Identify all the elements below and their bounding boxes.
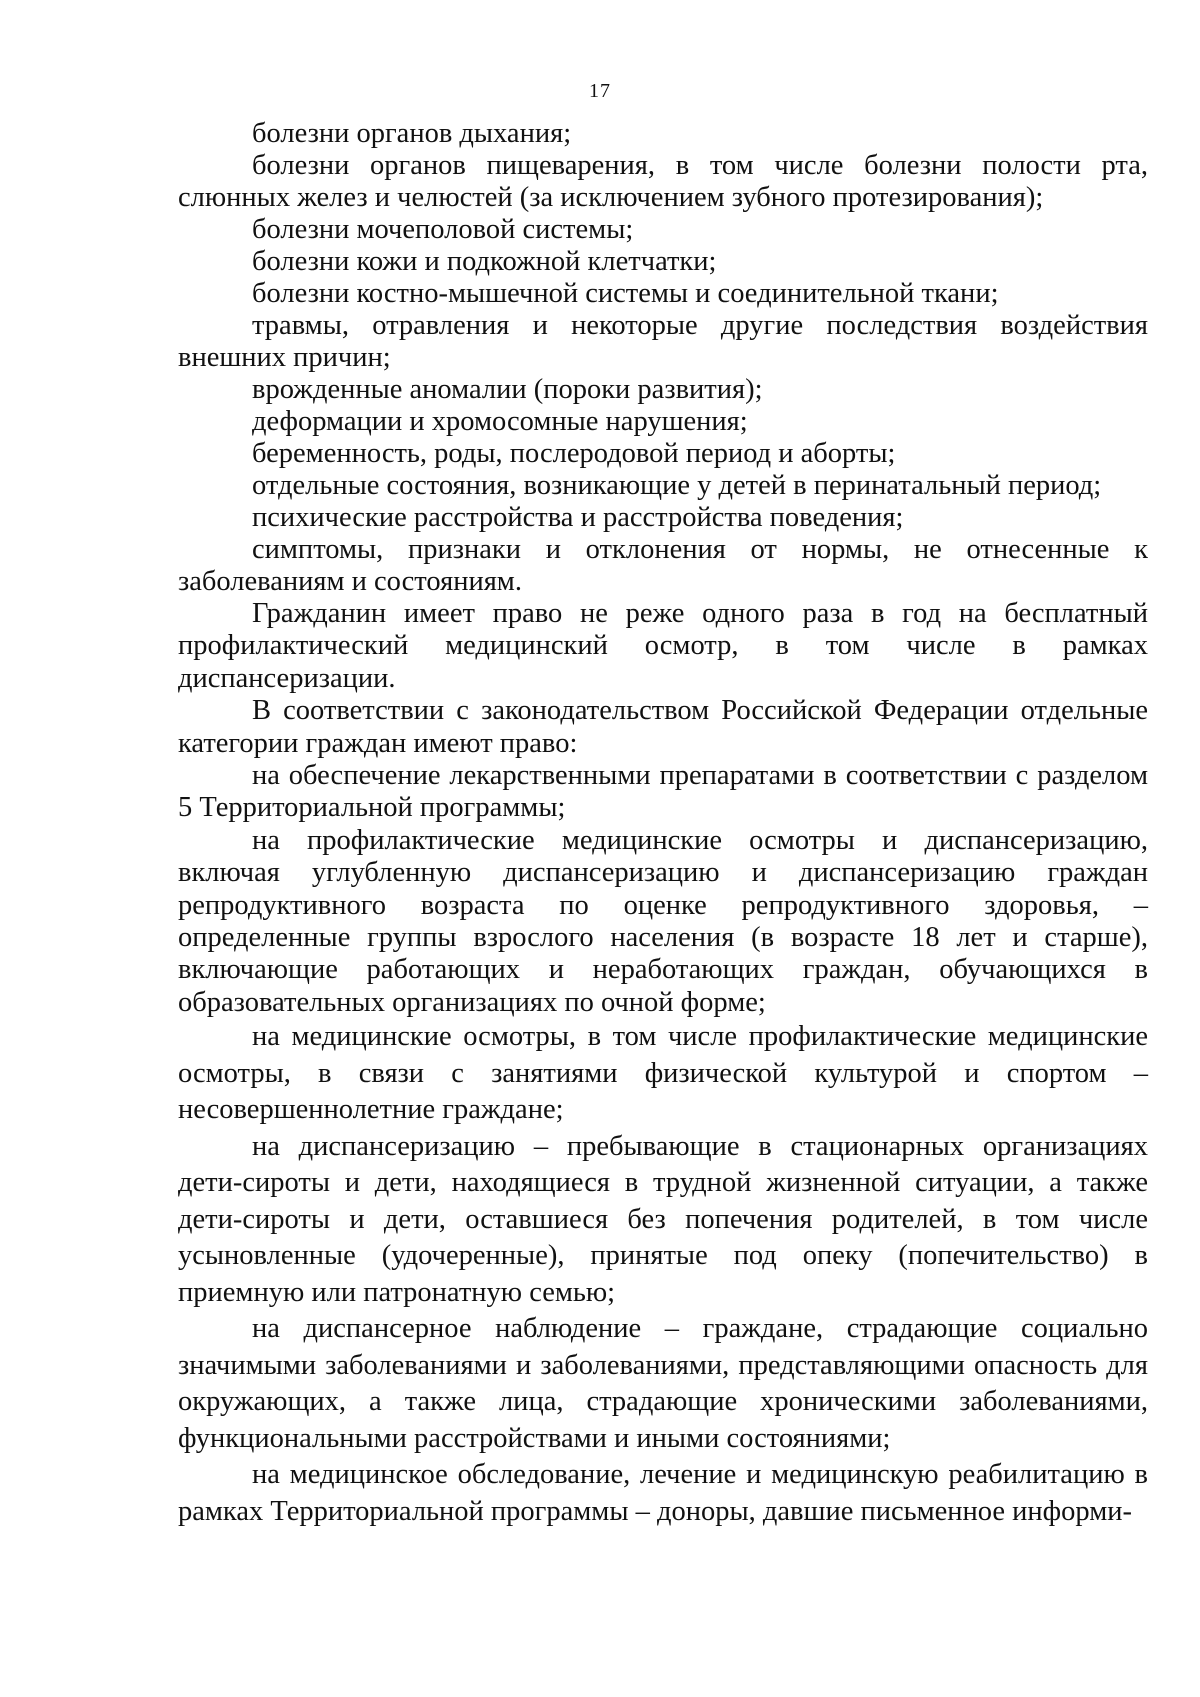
paragraph: Гражданин имеет право не реже одного раза в год на бесплатный профилактический медицинский осмотр, в том числе в рамках диспансеризации. xyxy=(178,598,1148,694)
rights-section xyxy=(178,598,1148,1019)
page-number: 17 xyxy=(589,80,611,102)
paragraph: на диспансеризацию – пребывающие в стационарных организациях дети-сироты и дети, находящиеся в трудной жизненной ситуации, а также дети-сироты и дети, оставшиеся без попечения родителей, в том числе усыновленные (удочеренные), принятые под опеку (попечительство) в приемную или патронатную семью; xyxy=(178,1130,1148,1308)
paragraph: отдельные состояния, возникающие у детей в перинатальный период; xyxy=(252,470,1102,501)
paragraph: психические расстройства и расстройства поведения; xyxy=(252,502,904,533)
paragraph: болезни костно-мышечной системы и соединительной ткани; xyxy=(252,278,999,309)
paragraph: симптомы, признаки и отклонения от нормы, не отнесенные к заболеваниям и состояниям. xyxy=(178,534,1148,597)
paragraph: болезни органов дыхания; xyxy=(252,118,572,149)
paragraph: деформации и хромосомные нарушения; xyxy=(252,406,748,437)
paragraph: на обеспечение лекарственными препаратами в соответствии с разделом 5 Территориальной программы; xyxy=(178,760,1148,824)
rights-list-continued xyxy=(178,1019,1148,1530)
paragraph: на медицинское обследование, лечение и медицинскую реабилитацию в рамках Территориальной программы – доноры, давшие письменное информи- xyxy=(178,1459,1148,1527)
paragraph: болезни кожи и подкожной клетчатки; xyxy=(252,246,717,277)
paragraph: врожденные аномалии (пороки развития); xyxy=(252,374,763,405)
paragraph: болезни мочеполовой системы; xyxy=(252,214,634,245)
paragraph: на профилактические медицинские осмотры и диспансеризацию, включая углубленную диспансеризацию и диспансеризацию граждан репродуктивного возраста по оценке репродуктивного здоровья, – определенные группы взрослого населения (в возрасте 18 лет и старше), включающие работающих и неработающих граждан, обучающихся в образовательных организациях по очной форме; xyxy=(178,824,1148,1018)
document-body xyxy=(178,118,1148,1530)
paragraph: на медицинские осмотры, в том числе профилактические медицинские осмотры, в связи с занятиями физической культурой и спортом – несовершеннолетние граждане; xyxy=(178,1021,1148,1126)
paragraph: В соответствии с законодательством Российской Федерации отдельные категории граждан имеют право: xyxy=(178,695,1148,759)
disease-list xyxy=(178,118,1148,598)
paragraph: болезни органов пищеварения, в том числе болезни полости рта, слюнных желез и челюстей (за исключением зубного протезирования); xyxy=(178,150,1148,213)
paragraph: травмы, отравления и некоторые другие последствия воздействия внешних причин; xyxy=(178,310,1148,373)
paragraph: на диспансерное наблюдение – граждане, страдающие социально значимыми заболеваниями и заболеваниями, представляющими опасность для окружающих, а также лица, страдающие хроническими заболеваниями, функциональными расстройствами и иными состояниями; xyxy=(178,1313,1148,1454)
paragraph: беременность, роды, послеродовой период и аборты; xyxy=(252,438,896,469)
